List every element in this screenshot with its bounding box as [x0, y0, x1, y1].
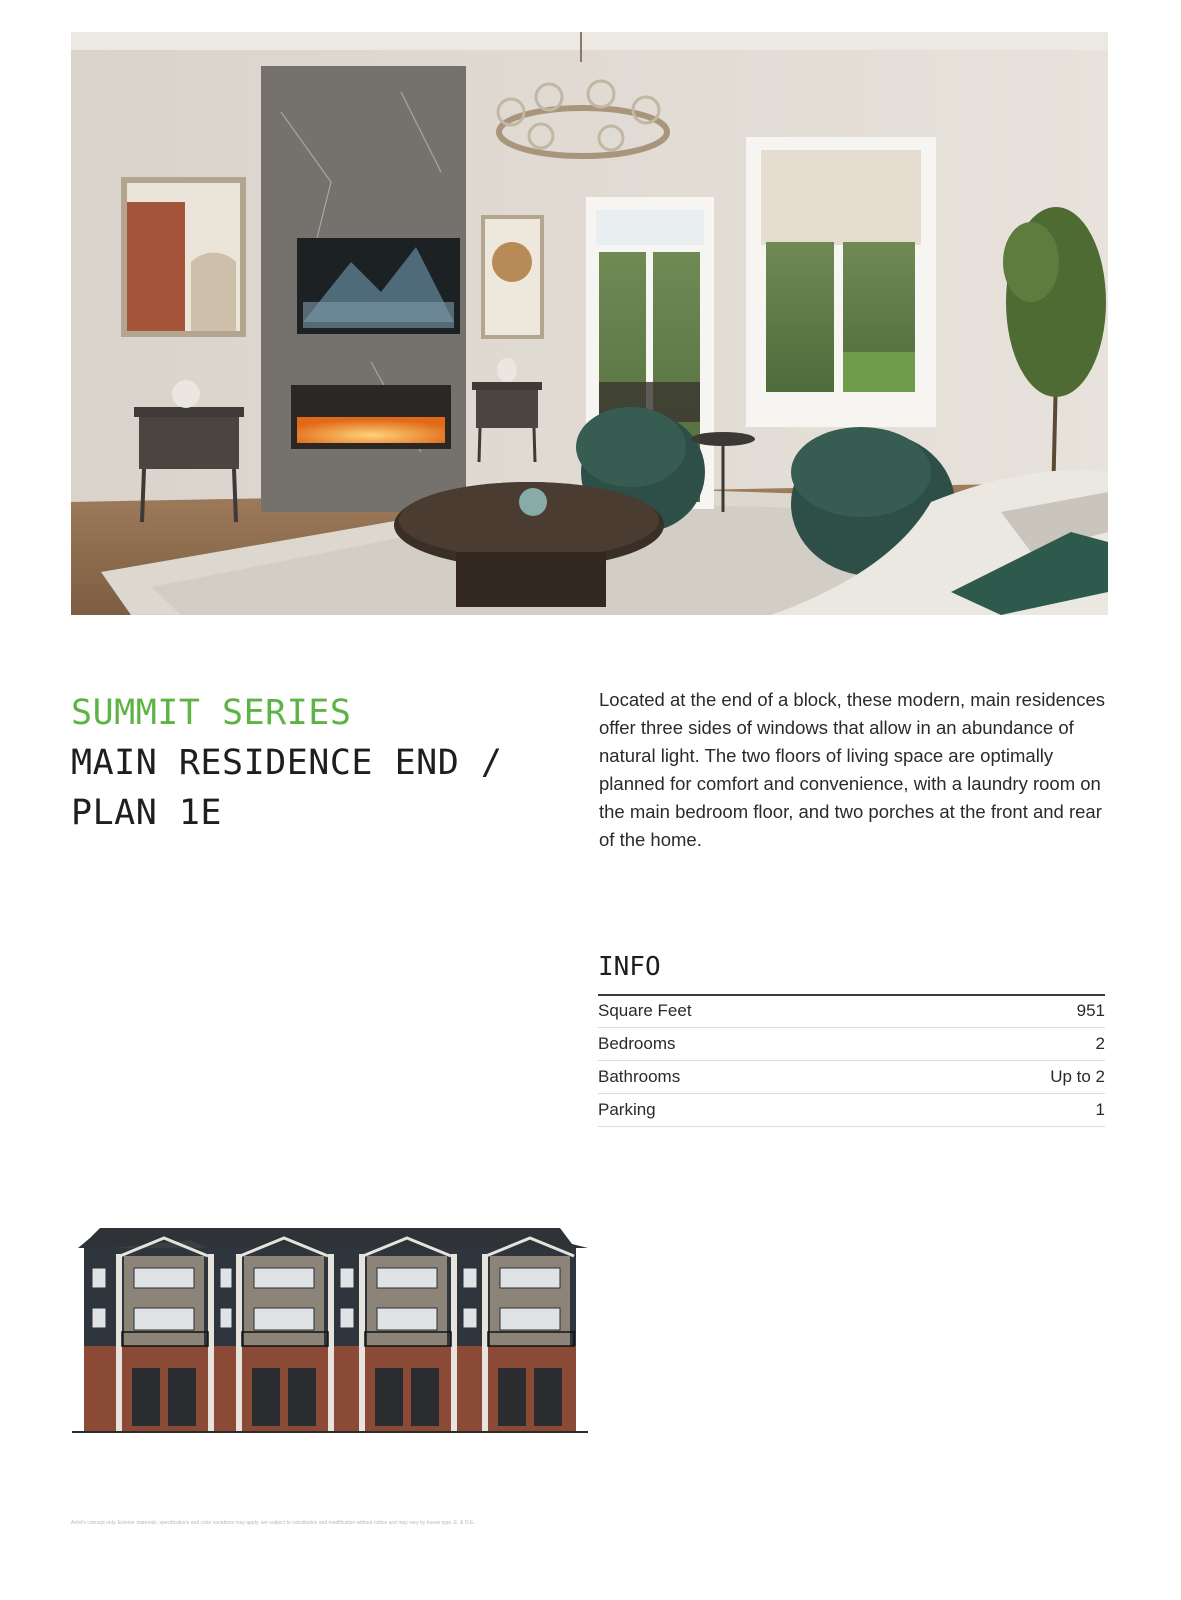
info-label: Parking: [598, 1100, 656, 1119]
info-heading: INFO: [598, 952, 661, 982]
info-value: 2: [1095, 1034, 1105, 1053]
info-value: Up to 2: [1050, 1067, 1105, 1086]
info-value: 1: [1095, 1100, 1105, 1119]
exterior-elevation-image: [72, 1228, 588, 1442]
info-label: Square Feet: [598, 1001, 692, 1020]
hero-living-room-image: [71, 32, 1108, 615]
disclaimer-text: Artist's concept only. Exterior materials, specifications and color variations may apply, are subject to substitution and modification without notice and may vary by house type. E. & O.E.: [71, 1520, 475, 1526]
series-name: SUMMIT SERIES: [71, 693, 352, 733]
info-row-bathrooms: [598, 1061, 1105, 1094]
info-row-parking: [598, 1094, 1105, 1127]
plan-description: Located at the end of a block, these modern, main residences offer three sides of windows that allow in an abundance of natural light. The two floors of living space are optimally planned for comfort and convenience, with a laundry room on the main bedroom floor, and two porches at the front and rear of the home.: [599, 689, 1105, 850]
page-title: [71, 688, 571, 838]
info-table: [598, 995, 1105, 1127]
plan-name: MAIN RESIDENCE END / PLAN 1E: [71, 743, 503, 833]
info-row-square-feet: [598, 995, 1105, 1028]
info-label: Bathrooms: [598, 1067, 681, 1086]
info-label: Bedrooms: [598, 1034, 676, 1053]
info-value: 951: [1076, 1001, 1105, 1020]
info-row-bedrooms: [598, 1028, 1105, 1061]
